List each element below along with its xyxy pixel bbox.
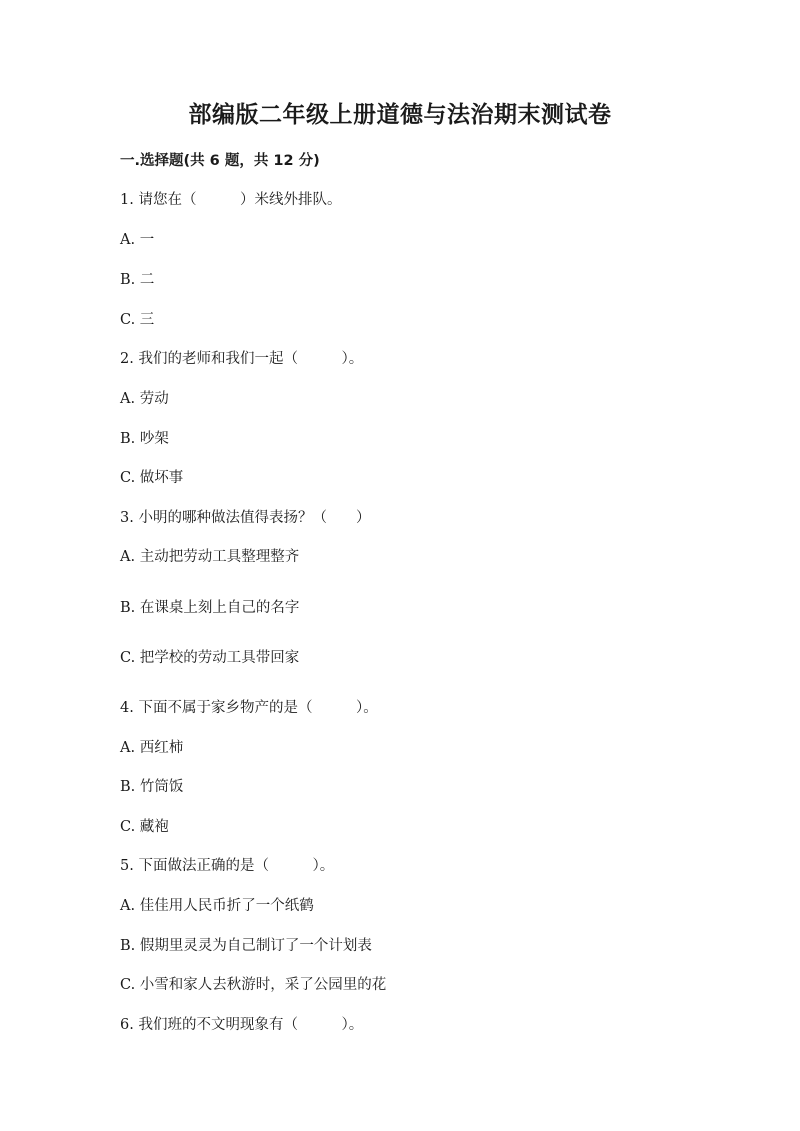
question-1-option-b: B. 二	[120, 272, 155, 288]
question-5-stem: 5. 下面做法正确的是（ ）。	[120, 858, 335, 874]
section-heading: 一.选择题(共 6 题，共 12 分)	[120, 153, 320, 169]
question-5-option-c: C. 小雪和家人去秋游时，采了公园里的花	[120, 977, 387, 993]
question-1-option-a: A. 一	[120, 232, 155, 248]
question-6-stem: 6. 我们班的不文明现象有（ ）。	[120, 1017, 364, 1033]
question-1-option-c: C. 三	[120, 312, 155, 328]
question-2-option-a: A. 劳动	[120, 391, 169, 407]
question-3-option-c: C. 把学校的劳动工具带回家	[120, 650, 300, 666]
question-4-option-a: A. 西红柿	[120, 740, 184, 756]
question-3-option-a: A. 主动把劳动工具整理整齐	[120, 549, 300, 565]
question-2-option-b: B. 吵架	[120, 431, 169, 447]
question-4-option-c: C. 藏袍	[120, 819, 169, 835]
question-1-stem: 1. 请您在（ ）米线外排队。	[120, 192, 342, 208]
question-2-option-c: C. 做坏事	[120, 470, 184, 486]
page-title: 部编版二年级上册道德与法治期末测试卷	[188, 102, 612, 128]
question-5-option-a: A. 佳佳用人民币折了一个纸鹤	[120, 898, 314, 914]
question-4-option-b: B. 竹筒饭	[120, 779, 184, 795]
question-3-stem: 3. 小明的哪种做法值得表扬？（ ）	[120, 510, 371, 526]
question-2-stem: 2. 我们的老师和我们一起（ ）。	[120, 351, 364, 367]
question-5-option-b: B. 假期里灵灵为自己制订了一个计划表	[120, 938, 372, 954]
question-4-stem: 4. 下面不属于家乡物产的是（ ）。	[120, 700, 378, 716]
question-3-option-b: B. 在课桌上刻上自己的名字	[120, 600, 300, 616]
